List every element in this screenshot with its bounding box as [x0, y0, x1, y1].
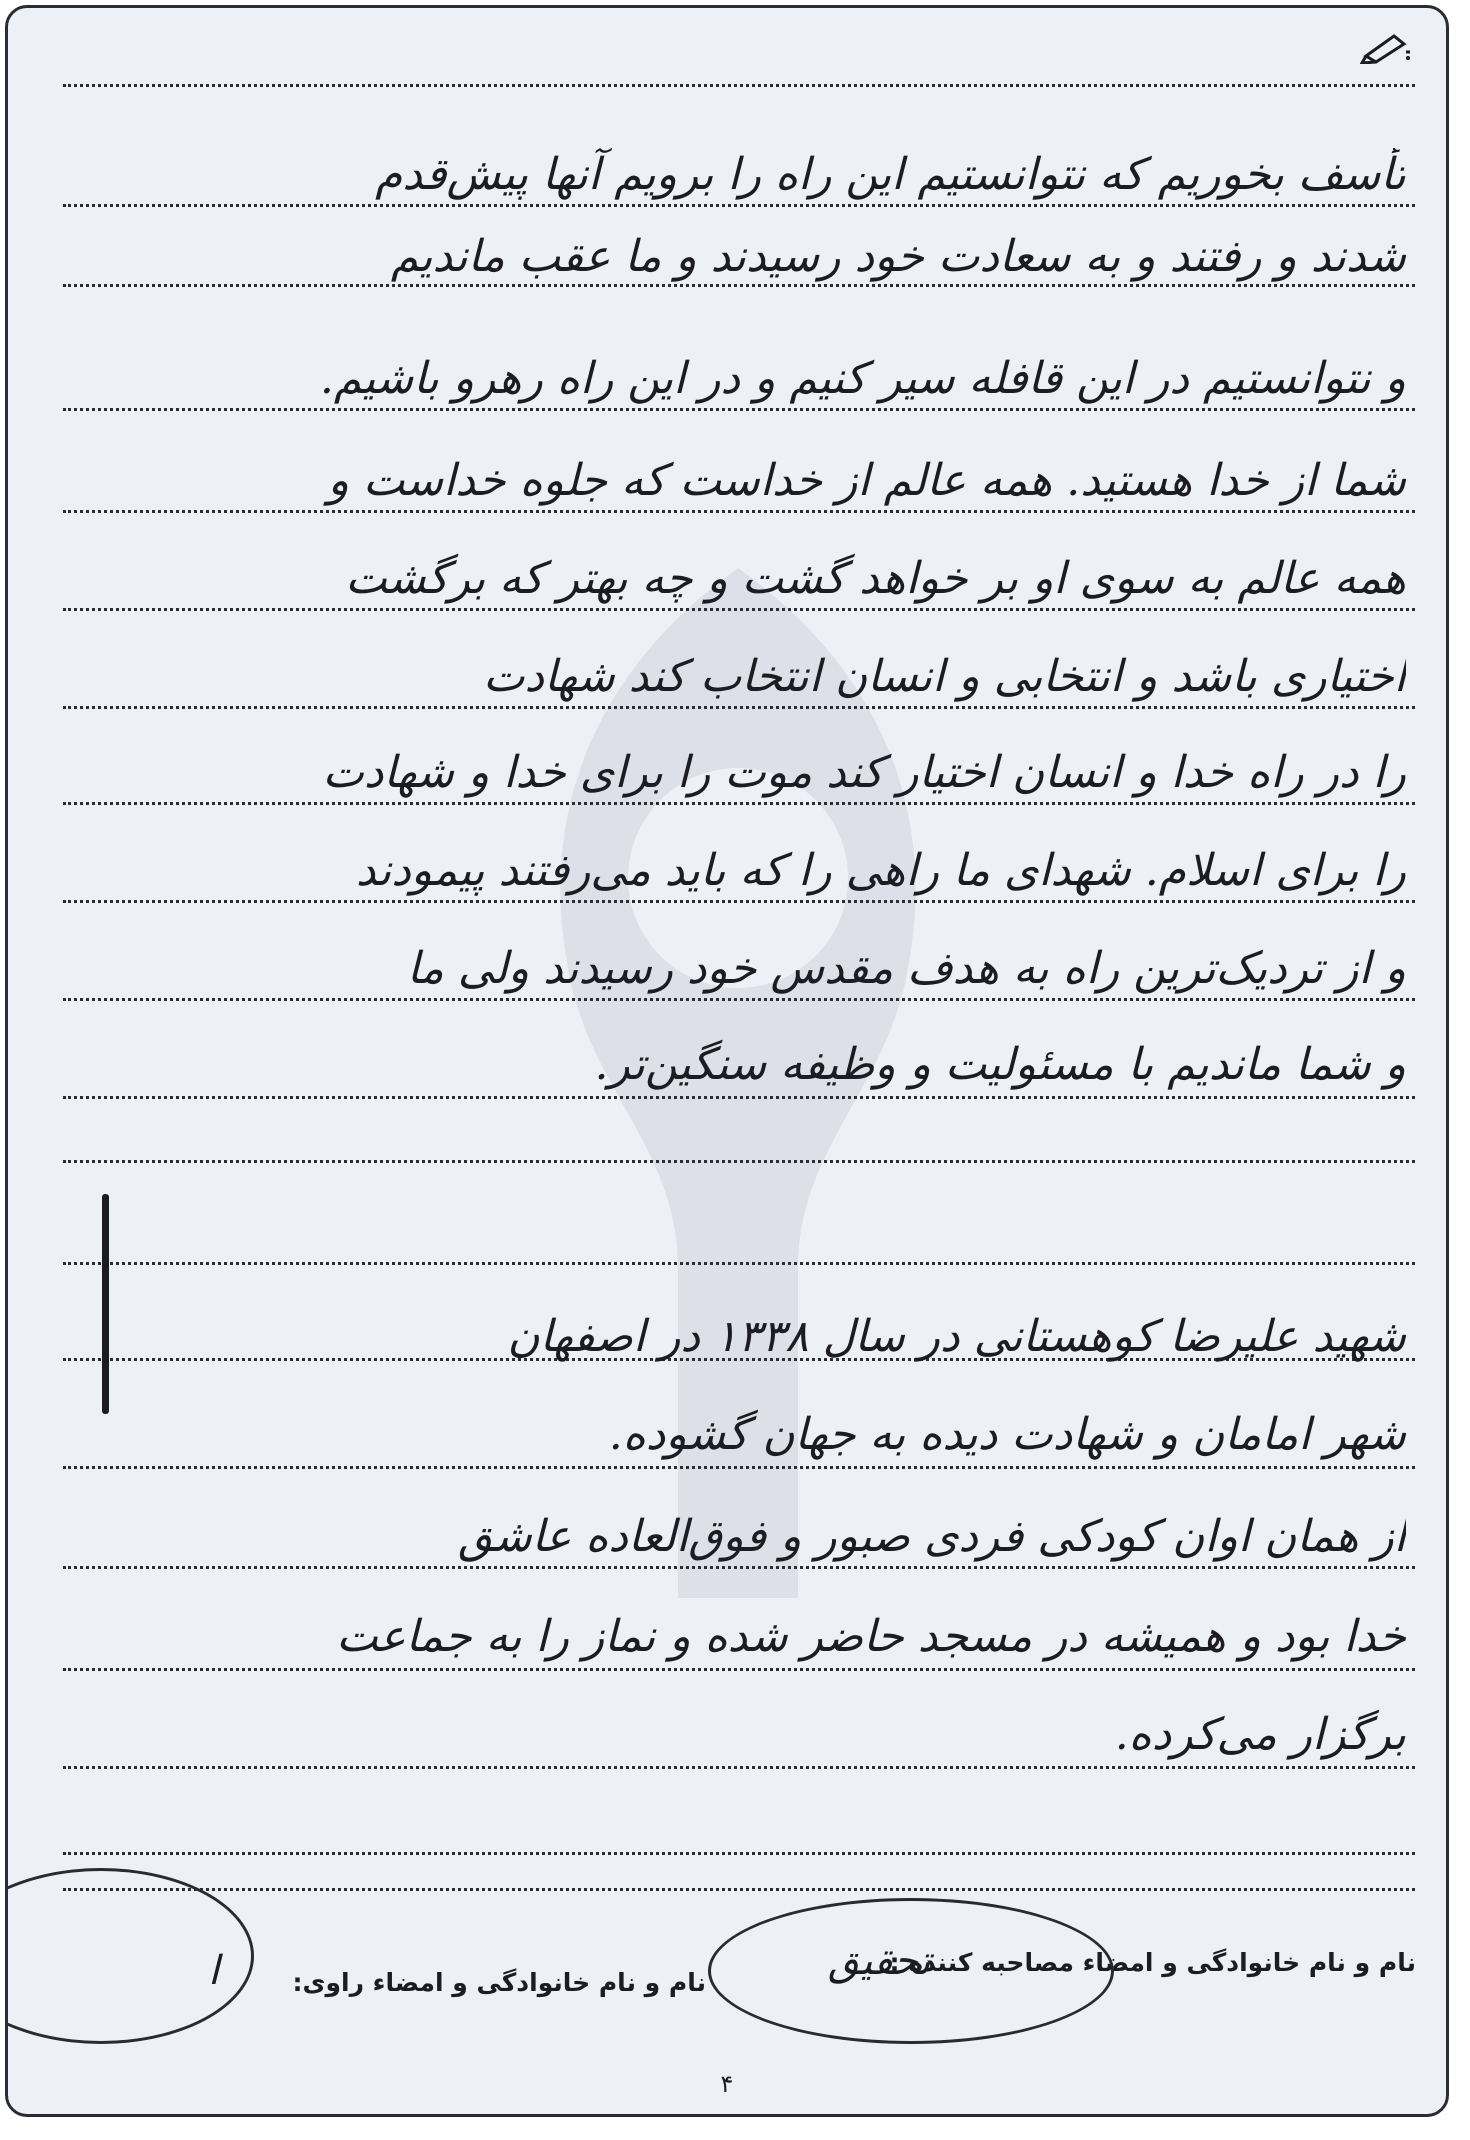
ruled-line: [63, 1766, 1415, 1769]
ruled-line: [63, 900, 1415, 903]
ruled-line: [63, 284, 1415, 287]
interviewer-signature: تحقیق: [828, 1938, 931, 1984]
ruled-line: [63, 1160, 1415, 1163]
handwritten-line: و نتوانستیم در این قافله سیر کنیم و در این راه رهرو باشیم.: [319, 353, 1406, 404]
handwritten-line: همه عالم به سوی او بر خواهد گشت و چه بهتر که برگشت: [345, 553, 1406, 604]
handwritten-line: خدا بود و همیشه در مسجد حاضر شده و نماز را به جماعت: [336, 1611, 1406, 1662]
handwritten-line: از همان اوان کودکی فردی صبور و فوق‌العاده عاشق: [458, 1511, 1406, 1562]
ruled-line: [63, 802, 1415, 805]
handwritten-line: تأسف بخوریم که نتوانستیم این راه را برویم آنها پیش‌قدم: [375, 149, 1406, 200]
ruled-line: [63, 1852, 1415, 1855]
ruled-line: [63, 1096, 1415, 1099]
ruled-line: [63, 706, 1415, 709]
ruled-line: [63, 1888, 1415, 1891]
page-number: ۴: [720, 2070, 734, 2098]
signature-footer: [8, 1938, 1446, 1998]
ruled-line: [63, 510, 1415, 513]
handwritten-line: و از تردیک‌ترین راه به هدف مقدس خود رسیدند ولی ما: [406, 943, 1406, 994]
ruled-line: [63, 1262, 1415, 1265]
ruled-line: [63, 1466, 1415, 1469]
narrator-label: نام و نام خانوادگی و امضاء راوی:: [292, 1968, 706, 1997]
handwritten-line: شدند و رفتند و به سعادت خود رسیدند و ما عقب ماندیم: [390, 231, 1406, 282]
interviewer-label: نام و نام خانوادگی و امضاء مصاحبه کننده :: [889, 1948, 1416, 1977]
handwritten-line: شهید علیرضا کوهستانی در سال ۱۳۳۸ در اصفهان: [507, 1311, 1406, 1362]
ruled-line: [63, 1566, 1415, 1569]
handwritten-line: را در راه خدا و انسان اختیار کند موت را برای خدا و شهادت: [322, 747, 1406, 798]
ruled-line: [63, 204, 1415, 207]
ruled-line: [63, 998, 1415, 1001]
margin-bracket: [102, 1194, 109, 1414]
handwritten-line: شهر امامان و شهادت دیده به جهان گشوده.: [608, 1409, 1406, 1460]
handwritten-line: اختیاری باشد و انتخابی و انسان انتخاب کند شهادت: [483, 651, 1406, 702]
handwritten-line: را برای اسلام. شهدای ما راهی را که باید می‌رفتند پیمودند: [355, 845, 1406, 896]
pen-icon: [1360, 30, 1412, 64]
ruled-line: [63, 608, 1415, 611]
handwritten-line: شما از خدا هستید. همه عالم از خداست که جلوه خداست و: [327, 455, 1406, 506]
notebook-page: [5, 5, 1449, 2117]
handwritten-line: برگزار می‌کرده.: [1114, 1709, 1406, 1760]
ruled-line: [63, 408, 1415, 411]
narrator-signature: ا: [208, 1948, 220, 1994]
handwritten-line: و شما ماندیم با مسئولیت و وظیفه سنگین‌تر.: [594, 1039, 1406, 1090]
ruled-line: [63, 1668, 1415, 1671]
ruled-line: [63, 84, 1415, 87]
